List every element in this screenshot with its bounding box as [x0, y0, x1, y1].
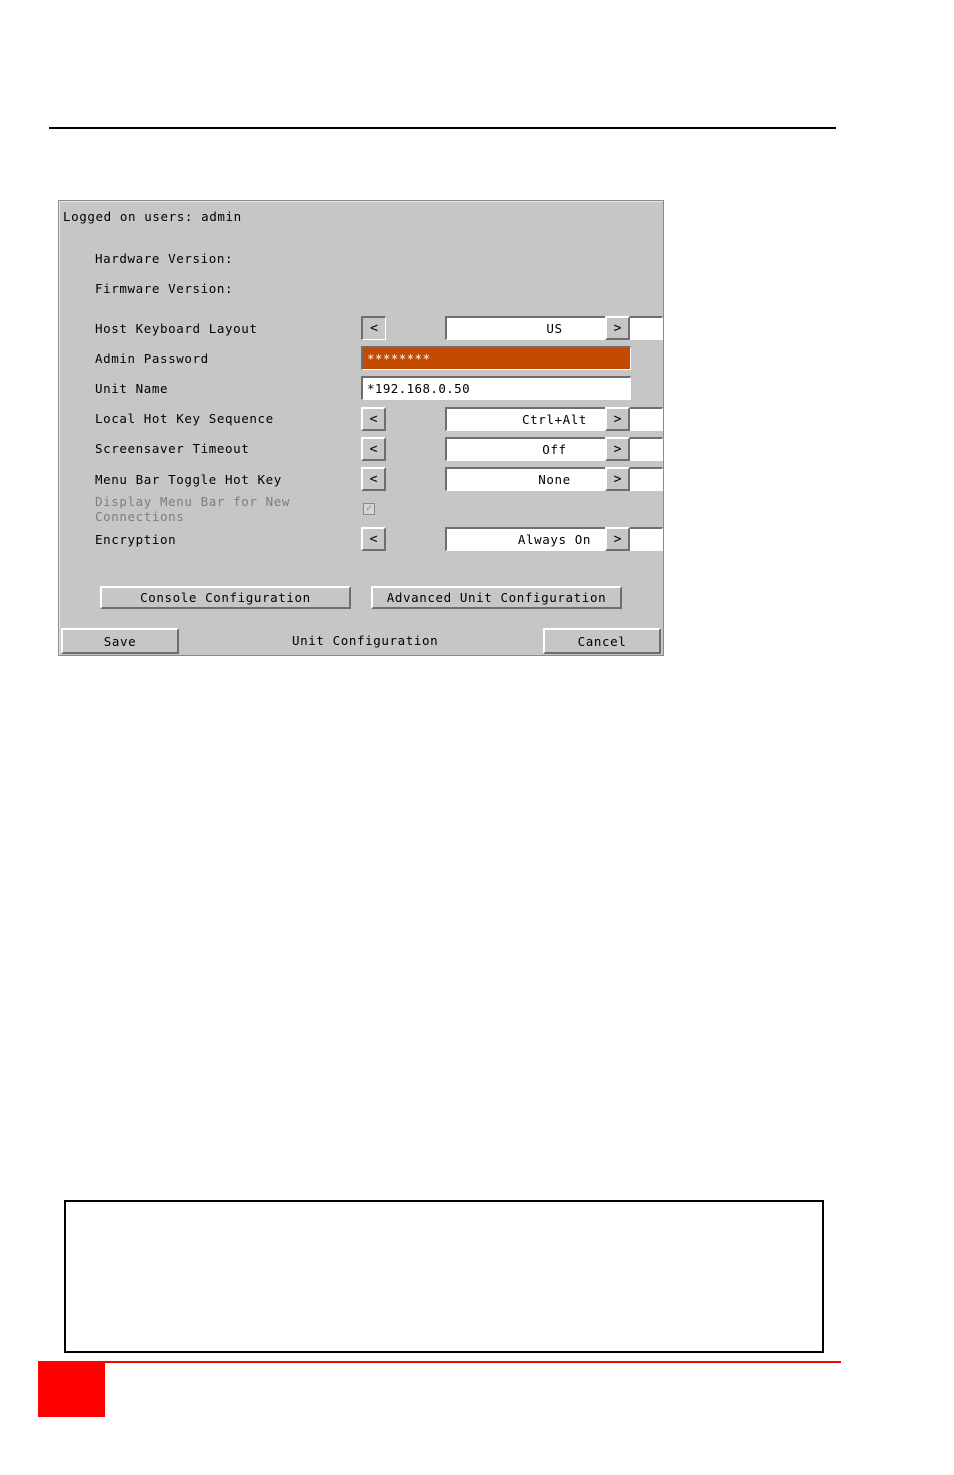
- dialog-title: Unit Configuration: [292, 633, 439, 648]
- footer-rule: [38, 1361, 841, 1363]
- unit-name-label: Unit Name: [95, 381, 169, 396]
- menu-bar-hotkey-next-button[interactable]: >: [605, 467, 630, 491]
- keyboard-layout-label: Host Keyboard Layout: [95, 321, 258, 336]
- display-menu-bar-label-line2: Connections: [95, 509, 185, 524]
- unit-configuration-dialog: [58, 200, 664, 656]
- cancel-button[interactable]: Cancel: [543, 628, 661, 654]
- menu-bar-hotkey-value: None: [445, 467, 663, 491]
- logged-on-users-label: Logged on users: admin: [63, 209, 242, 224]
- hardware-version-label: Hardware Version:: [95, 251, 234, 266]
- keyboard-layout-prev-button[interactable]: <: [361, 316, 386, 340]
- screensaver-timeout-value: Off: [445, 437, 663, 461]
- admin-password-field[interactable]: ********: [361, 346, 631, 370]
- screensaver-timeout-prev-button[interactable]: <: [361, 437, 386, 461]
- admin-password-label: Admin Password: [95, 351, 209, 366]
- keyboard-layout-value: US: [445, 316, 663, 340]
- console-configuration-button[interactable]: Console Configuration: [100, 586, 351, 609]
- display-menu-bar-checkbox[interactable]: ✓: [363, 503, 375, 515]
- hotkey-sequence-value: Ctrl+Alt: [445, 407, 663, 431]
- display-menu-bar-label-line1: Display Menu Bar for New: [95, 494, 291, 509]
- hotkey-sequence-prev-button[interactable]: <: [361, 407, 386, 431]
- encryption-next-button[interactable]: >: [605, 527, 630, 551]
- encryption-label: Encryption: [95, 532, 177, 547]
- encryption-prev-button[interactable]: <: [361, 527, 386, 551]
- screensaver-timeout-next-button[interactable]: >: [605, 437, 630, 461]
- firmware-version-label: Firmware Version:: [95, 281, 234, 296]
- save-button[interactable]: Save: [61, 628, 179, 654]
- hotkey-sequence-label: Local Hot Key Sequence: [95, 411, 274, 426]
- menu-bar-hotkey-label: Menu Bar Toggle Hot Key: [95, 472, 282, 487]
- page-number-tab: [38, 1363, 105, 1417]
- hotkey-sequence-next-button[interactable]: >: [605, 407, 630, 431]
- note-box: [64, 1200, 824, 1353]
- unit-name-field[interactable]: *192.168.0.50: [361, 376, 631, 400]
- encryption-value: Always On: [445, 527, 663, 551]
- advanced-unit-configuration-button[interactable]: Advanced Unit Configuration: [371, 586, 622, 609]
- keyboard-layout-next-button[interactable]: >: [605, 316, 630, 340]
- header-rule: [49, 127, 836, 129]
- menu-bar-hotkey-prev-button[interactable]: <: [361, 467, 386, 491]
- screensaver-timeout-label: Screensaver Timeout: [95, 441, 250, 456]
